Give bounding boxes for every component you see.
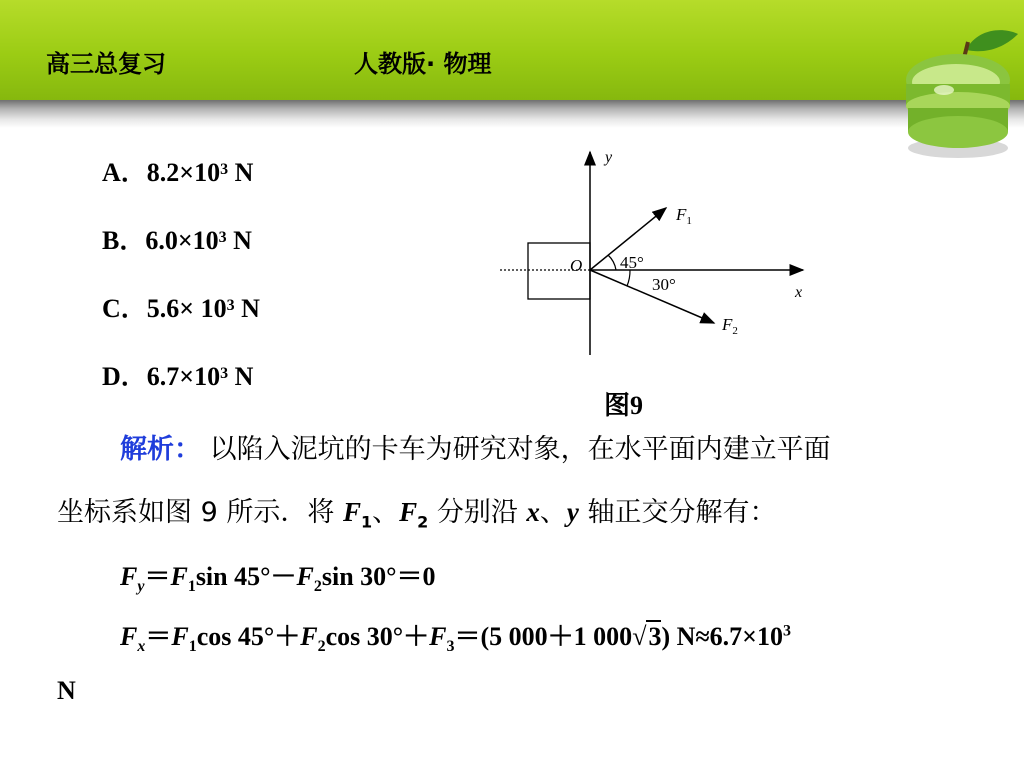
solution-label: 解析： — [120, 434, 201, 465]
equation-fy: $F_y=F_1\sin$ $45^\circ-F_2\sin$ 30°＝0 — [120, 562, 436, 596]
f1-label: $F_1$ — [676, 205, 692, 227]
origin-label: O — [570, 256, 583, 275]
equation-fx-unit: N — [57, 676, 76, 705]
option-a: A．$8.2\times 10^3$ N — [102, 158, 254, 187]
figure-caption: 图9 — [604, 391, 644, 420]
y-axis-label: y — [605, 149, 613, 166]
f2-label: $F_2$ — [722, 315, 738, 337]
option-c: C．$5.6\times 10^3$ N — [102, 294, 260, 323]
edition-title: 人教版· 物理 — [354, 50, 492, 78]
option-b: B．$6.0\times 10^3$ N — [102, 226, 252, 255]
course-title: 高三总复习 — [46, 50, 166, 78]
angle-30-label: 30° — [652, 275, 676, 294]
equation-fx: $F_x=F_1\cos$ $45^\circ+F_2\cos$ $30^\circ+F_3=(5$ 000＋1 000√3) $N\approx 6.7\times 10^3$ — [120, 622, 791, 656]
solution-line-1: 解析： 以陷入泥坑的卡车为研究对象，在水平面内建立平面 — [120, 434, 831, 465]
green-apple-icon — [896, 20, 1024, 170]
angle-arc-30 — [627, 270, 630, 286]
angle-45-label: 45° — [620, 253, 644, 272]
x-axis-label: x — [795, 284, 803, 301]
sqrt-symbol: √ — [632, 622, 647, 651]
solution-line-2: 坐标系如图 9 所示．将 $F_1$、$F_2$ 分别沿 x、y 轴正交分解有： — [57, 497, 777, 532]
option-d: D．$6.7\times 10^3$ N — [102, 362, 254, 391]
force-diagram — [490, 140, 820, 370]
angle-arc-45 — [608, 255, 616, 270]
header-shadow — [0, 100, 1024, 128]
sqrt-radicand: 3 — [648, 622, 662, 651]
